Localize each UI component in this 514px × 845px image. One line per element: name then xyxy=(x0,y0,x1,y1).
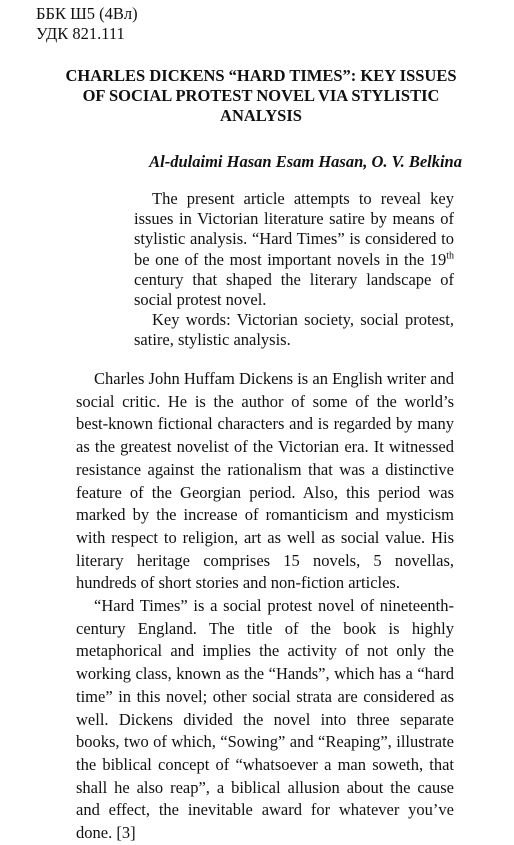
keywords: Key words: Victorian society, social protest, satire, stylistic analysis. xyxy=(134,310,454,350)
article-body xyxy=(76,368,454,845)
abstract xyxy=(134,189,454,351)
udk-code: УДК 821.111 xyxy=(36,24,125,43)
ordinal-suffix: th xyxy=(446,250,454,262)
article-authors: Al-dulaimi Hasan Esam Hasan, O. V. Belkina xyxy=(149,152,462,171)
body-paragraph-2: “Hard Times” is a social protest novel of nineteenth-century England. The title of the book is highly metaphorical and implies the activity of not only the working class, known as the “Hands”, which has a “hard time” in this novel; other social strata are considered as well. Dickens divided the novel into three separate books, two of which, “Sowing” and “Reaping”, illustrate the biblical concept of “whatsoever a man soweth, that shall he also reap”, a biblical allusion about the cause and effect, the inevitable award for whatever you’ve done. [3] xyxy=(76,596,454,843)
classification-codes xyxy=(36,4,138,44)
abstract-text-start: The present article attempts to reveal key issues in Victorian literature satire by means of stylistic analysis. “Hard Times” is considered to be one of the most important novels in the 19 xyxy=(134,189,454,269)
abstract-text xyxy=(134,189,454,310)
abstract-text-end: century that shaped the literary landscape of social protest novel. xyxy=(134,269,454,310)
body-paragraph-1: Charles John Huffam Dickens is an English writer and social critic. He is the author of some of the world’s best-known fictional characters and is regarded by many as the greatest novelist of the Victorian era. It witnessed resistance against the rationalism that was a distinctive feature of the Georgian period. Also, this period was marked by the increase of romanticism and mysticism with respect to religion, art as well as social value. His literary heritage comprises 15 novels, 5 novellas, hundreds of short stories and non-fiction articles. xyxy=(76,369,454,593)
article-title: CHARLES DICKENS “HARD TIMES”: KEY ISSUES OF SOCIAL PROTEST NOVEL VIA STYLISTIC ANALYSIS xyxy=(65,66,457,125)
bbk-code: ББК Ш5 (4Вл) xyxy=(36,4,138,23)
